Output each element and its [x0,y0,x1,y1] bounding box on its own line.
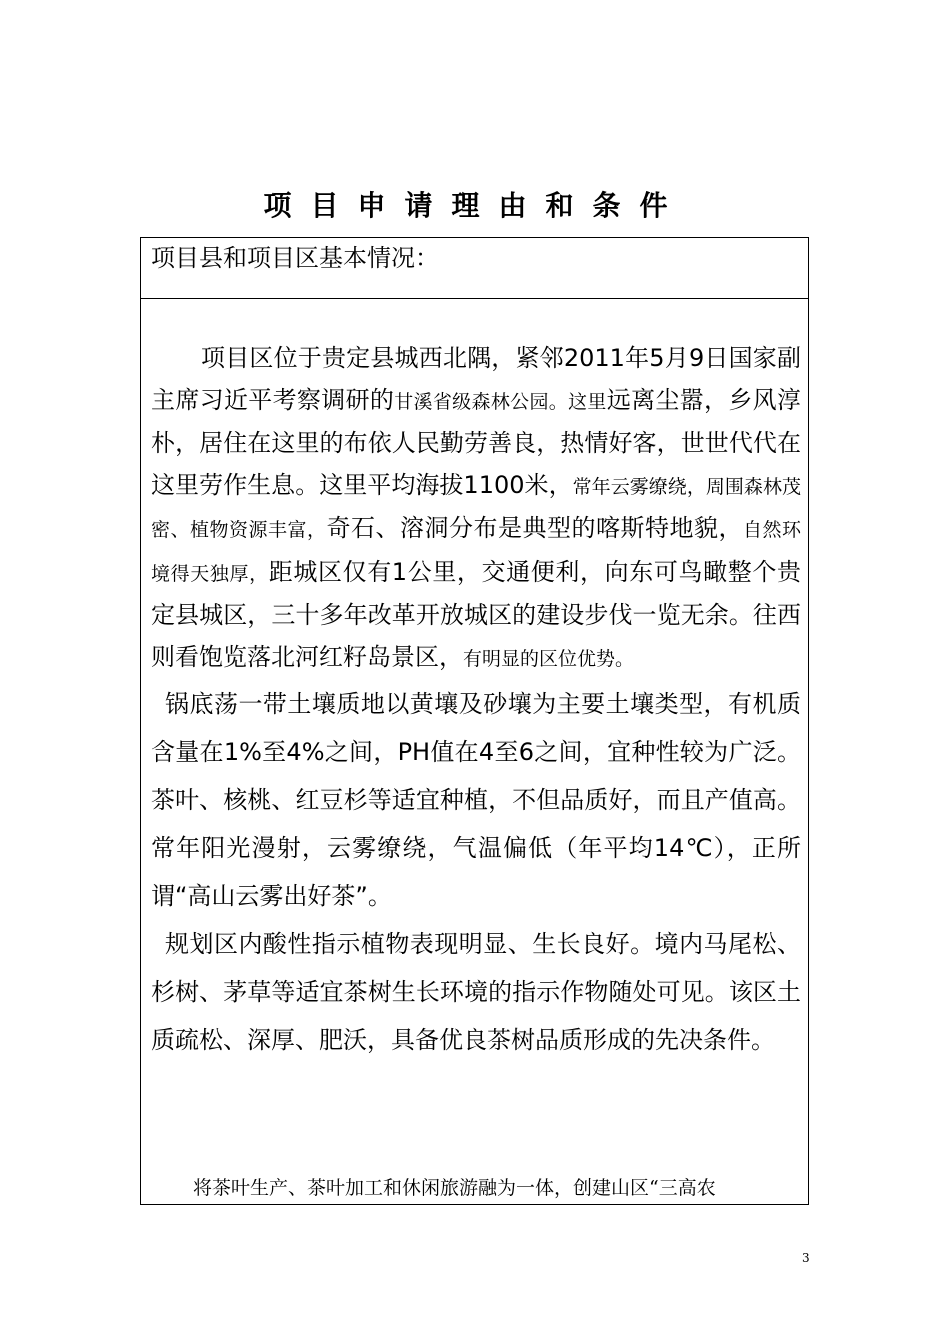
p1-seg8: 有明显的区位优势。 [463,647,635,670]
p1-seg4: 常年云雾缭绕，周围森林茂密、植物资源丰富， [151,475,801,541]
p1-seg7: 距城区仅有1公里，交通便利，向东可鸟瞰整个贵定县城区，三十多年改革开放城区的建设步伐一览无余。往西则看饱览落北河红籽岛景区， [151,557,801,671]
paragraph-soil: 锅底荡一带土壤质地以黄壤及砂壤为主要土壤类型，有机质含量在1%至4%之间，PH值在4至6之间，宜种性较为广泛。茶叶、核桃、红豆杉等适宜种植，不但品质好，而且产值高。常年阳光漫射，云雾缭绕，气温偏低（年平均14℃），正所谓“高山云雾出好茶”。 [151,690,801,910]
p1-seg1: 项目区位于贵定县城西北隅，紧邻2011年5月9日国家副主席习近平考察调研的 [151,344,801,414]
p1-seg6: 自然环境得天独厚， [151,519,801,585]
table-body [151,338,801,1064]
p1-seg5: 奇石、溶洞分布是典型的喀斯特地貌， [326,514,743,542]
section-heading: 项目县和项目区基本情况： [151,244,439,272]
page-title: 项目申请理由和条件 [263,189,687,222]
info-table [140,237,809,1205]
paragraph-vegetation: 规划区内酸性指示植物表现明显、生长良好。境内马尾松、杉树、茅草等适宜茶树生长环境的指示作物随处可见。该区土质疏松、深厚、肥沃，具备优良茶树品质形成的先决条件。 [151,930,801,1054]
paragraph-integration: 将茶叶生产、茶叶加工和休闲旅游融为一体，创建山区“三高农 [193,1177,716,1199]
page-number: 3 [802,1251,810,1265]
p1-seg2: 甘溪省级森林公园。这里 [394,390,607,413]
table-header-row [141,238,808,299]
paragraph-location [151,338,801,680]
p1-seg3: 远离尘嚣，乡风淳朴，居住在这里的布依人民勤劳善良，热情好客，世世代代在这里劳作生息。这里平均海拔1100米， [151,385,801,499]
